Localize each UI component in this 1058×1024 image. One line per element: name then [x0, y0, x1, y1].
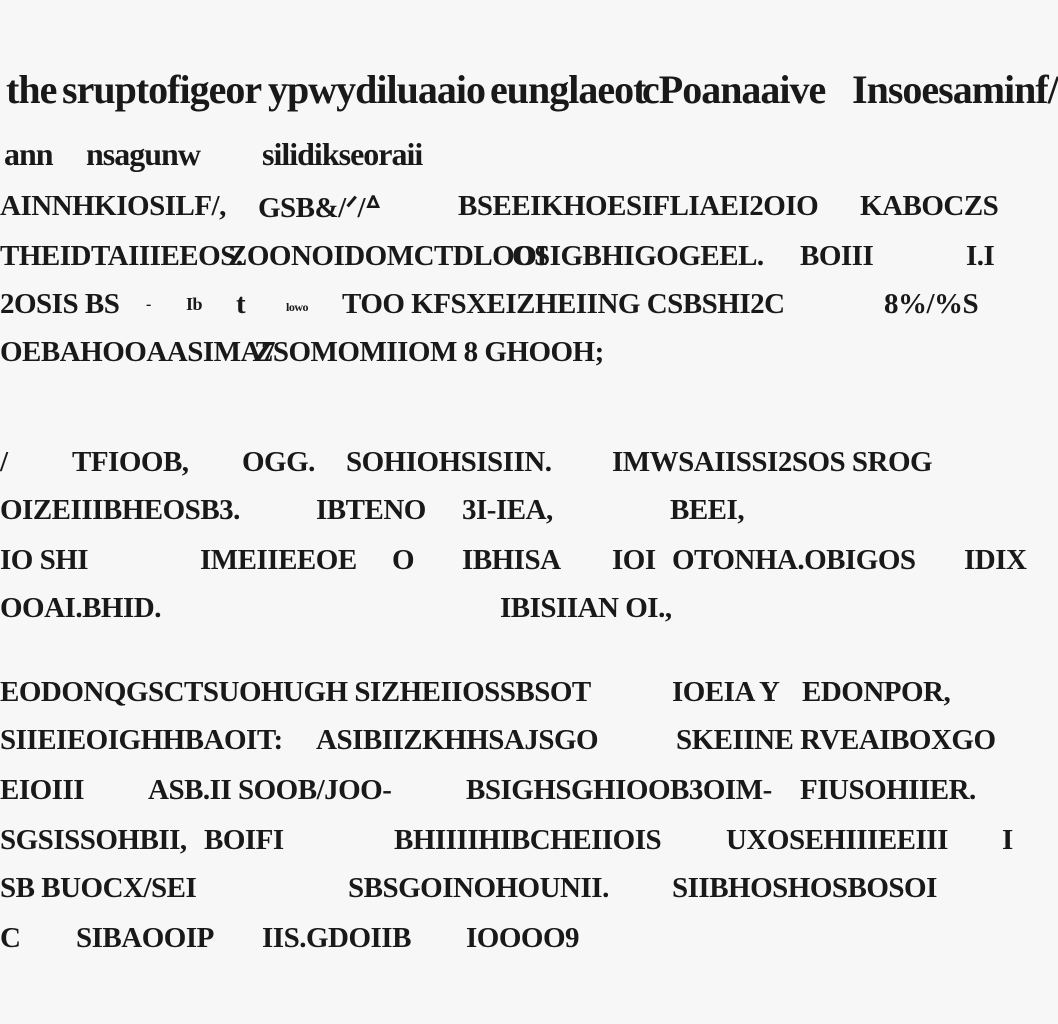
- text-segment: IBHISA: [462, 544, 561, 576]
- text-segment: EODONQGSCTSUOHUGH SIZHEIIOSSBSOT: [0, 676, 591, 708]
- title-word: sruptofigeor: [62, 67, 262, 112]
- text-segment: IOOOO9: [466, 922, 580, 954]
- text-segment: /: [0, 446, 8, 478]
- document-subtitle: [0, 136, 1024, 176]
- title-word: the: [6, 67, 57, 112]
- text-segment: OOAI.BHID.: [0, 592, 161, 624]
- text-segment: IMEIIEEOE: [200, 544, 357, 576]
- text-segment: SIIEIEOIGHHBAOIT:: [0, 724, 283, 756]
- text-line: [0, 494, 1024, 534]
- text-line: [0, 592, 1024, 632]
- text-segment: SB BUOCX/SEI: [0, 872, 197, 904]
- text-segment: IBTENO: [316, 494, 426, 526]
- text-segment: I.I: [966, 240, 995, 272]
- text-segment: ZOONOIDOMCTDLOOI: [228, 240, 548, 272]
- text-segment: IIS.GDOIIB: [262, 922, 411, 954]
- text-segment: t: [236, 288, 246, 320]
- text-line: [0, 190, 1024, 230]
- text-segment: BOIII: [800, 240, 874, 272]
- text-segment: OEBAHOOAASIMA7: [0, 336, 275, 368]
- text-segment: GSB&/ᐟ/ᐞ: [258, 192, 381, 224]
- document-title: [0, 66, 1058, 114]
- text-line: [0, 774, 1024, 814]
- text-segment: IMWSAIISSI2SOS SROG: [612, 446, 933, 478]
- text-segment: TFIOOB,: [72, 446, 189, 478]
- text-segment: SGSISSOHBII,: [0, 824, 187, 856]
- text-segment: SBSGOINOHOUNII.: [348, 872, 609, 904]
- text-line: [0, 676, 1024, 716]
- text-segment: IBISIIAN OI.,: [500, 592, 672, 624]
- text-segment: OGG.: [242, 446, 315, 478]
- text-segment: IOI: [612, 544, 656, 576]
- text-segment: SIIBHOSHOSBOSOI: [672, 872, 937, 904]
- subtitle-word: ann: [4, 136, 53, 172]
- text-segment: C: [0, 922, 21, 954]
- title-word: ypwydiluaaio: [268, 67, 485, 112]
- text-line: [0, 336, 1024, 376]
- text-segment: BEEI,: [670, 494, 745, 526]
- text-line: [0, 446, 1024, 486]
- text-line: [0, 544, 1027, 584]
- text-segment: OTONHA.OBIGOS: [672, 544, 916, 576]
- text-segment: ASIBIIZKHHSAJSGO: [316, 724, 599, 756]
- text-line: [0, 872, 1024, 912]
- title-word: cPoanaaive: [642, 67, 826, 112]
- text-segment: SKEIINE RVEAIBOXGO: [676, 724, 996, 756]
- text-segment: THEIDTAIIIEEOS.: [0, 240, 243, 272]
- text-segment: BSEEIKHOESIFLIAEI2OIO: [458, 190, 819, 222]
- text-segment: IDIX: [964, 544, 1027, 576]
- subtitle-word: silidikseoraii: [262, 136, 423, 172]
- text-segment: ASB.II SOOB/JOO-: [148, 774, 392, 806]
- text-segment: UXOSEHIIIEEIII: [726, 824, 948, 856]
- text-segment: 8%/%S: [884, 288, 979, 320]
- text-segment: IO SHI: [0, 544, 89, 576]
- text-segment: 2OSIS BS: [0, 288, 120, 320]
- text-line: [0, 922, 1024, 962]
- text-segment: BHIIIIHIBCHEIIOIS: [394, 824, 662, 856]
- text-line: [0, 240, 1024, 280]
- subtitle-word: nsagunw: [86, 136, 200, 172]
- text-segment: -: [146, 296, 151, 313]
- text-segment: TOO KFSXEIZHEIING CSBSHI2C: [342, 288, 785, 320]
- text-segment: lowo: [286, 300, 308, 314]
- text-segment: O: [392, 544, 415, 576]
- text-segment: Ib: [186, 294, 203, 314]
- text-segment: ZSOMOMIIOM 8 GHOOH;: [254, 336, 604, 368]
- text-segment: OIZEIIIBHEOSB3.: [0, 494, 240, 526]
- title-word: Insoesaminf/: [852, 67, 1058, 112]
- text-segment: I: [1002, 824, 1013, 856]
- text-line: [0, 288, 1024, 328]
- text-segment: EIOIII: [0, 774, 85, 806]
- text-segment: IOEIA Y: [672, 676, 780, 708]
- text-segment: EDONPOR,: [802, 676, 951, 708]
- title-word: eunglaeot: [490, 67, 646, 112]
- text-segment: AINNHKIOSILF/,: [0, 190, 226, 222]
- text-segment: KABOCZS: [860, 190, 999, 222]
- text-line: [0, 824, 1024, 864]
- text-segment: BOIFI: [204, 824, 284, 856]
- text-segment: 3I-IEA,: [462, 494, 553, 526]
- text-segment: BSIGHSGHIOOB3OIM-: [466, 774, 772, 806]
- text-segment: SOHIOHSISIIN.: [346, 446, 552, 478]
- text-line: [0, 724, 1024, 764]
- text-segment: FIUSOHIIER.: [800, 774, 976, 806]
- text-segment: SIBAOOIP: [76, 922, 214, 954]
- text-segment: OSIGBHIGOGEEL.: [512, 240, 764, 272]
